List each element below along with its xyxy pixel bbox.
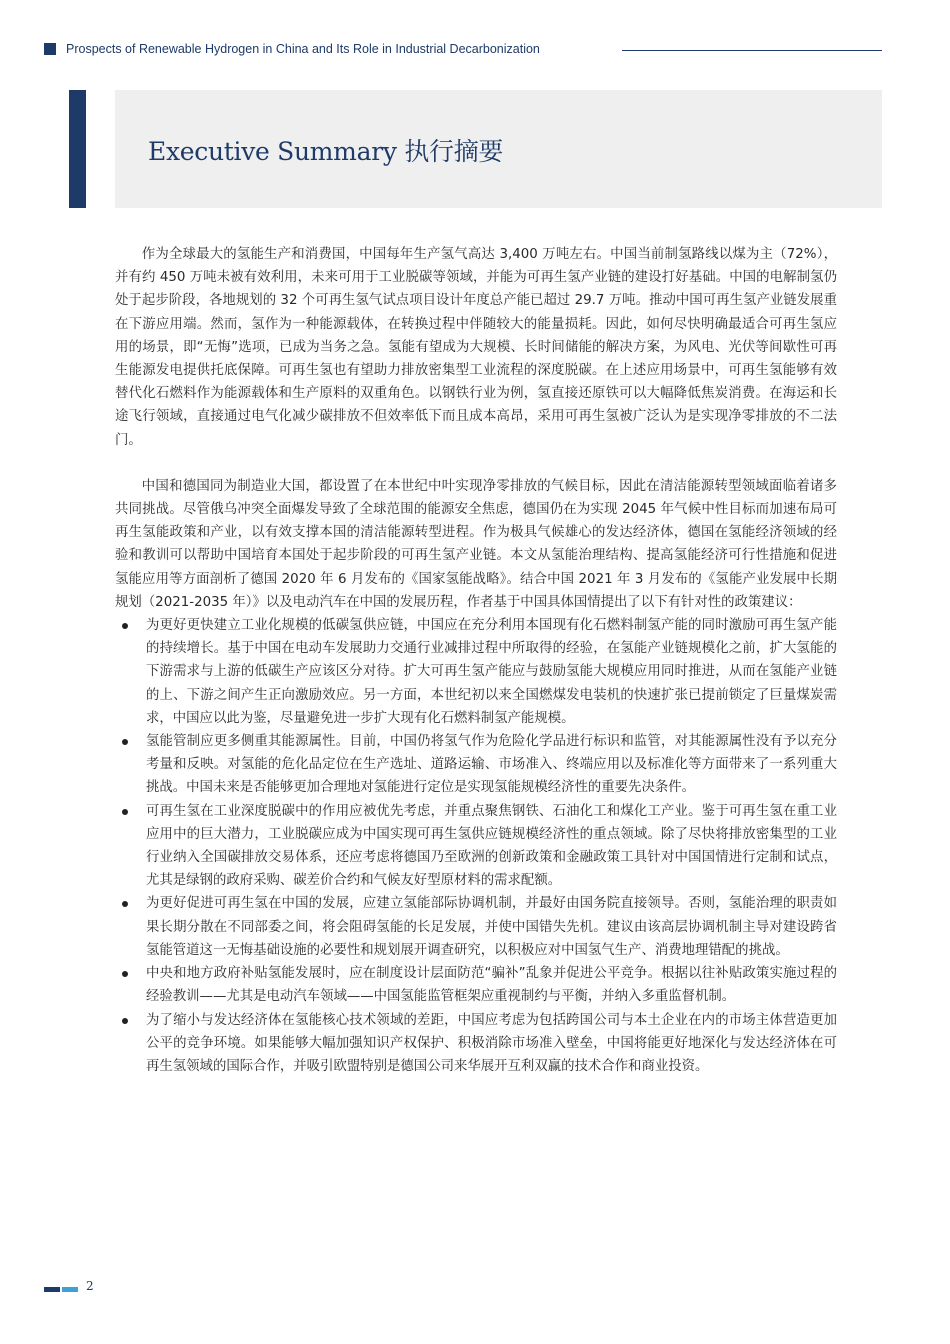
list-item-text: 为了缩小与发达经济体在氢能核心技术领域的差距，中国应考虑为包括跨国公司与本土企业在内的市场主体营造更加公平的竞争环境。如果能够大幅加强知识产权保护、积极消除市场准入壁垒，中国将能更好地深化与发达经济体在可再生氢领域的国际合作，并吸引欧盟特别是德国公司来华展开互利双赢的技术合作和商业投资。: [146, 1012, 837, 1074]
list-item: [115, 614, 837, 730]
list-item-text: 中央和地方政府补贴氢能发展时，应在制度设计层面防范“骗补”乱象并促进公平竞争。根据以往补贴政策实施过程的经验教训——尤其是电动汽车领域——中国氢能监管框架应重视制约与平衡，并纳入多重监督机制。: [146, 966, 837, 1005]
body-content: [115, 243, 837, 1078]
paragraph-intro: 作为全球最大的氢能生产和消费国，中国每年生产氢气高达 3,400 万吨左右。中国当前制氢路线以煤为主（72%），并有约 450 万吨未被有效利用，未来可用于工业脱碳等领域，并能为可再生氢产业链的建设打好基础。中国的电解制氢仍处于起步阶段，各地规划的 32 个可再生氢气试点项目设计年度总产能已超过 29.7 万吨。推动中国可再生氢产业链发展重在下游应用端。然而，氢作为一种能源载体，在转换过程中伴随较大的能量损耗。因此，如何尽快明确最适合可再生氢应用的场景，即“无悔”选项，已成为当务之急。氢能有望成为大规模、长时间储能的解决方案，为风电、光伏等间歇性可再生能源发电提供托底保障。可再生氢也有望助力排放密集型工业流程的深度脱碳。在上述应用场景中，可再生氢能够有效替代化石燃料作为能源载体和生产原料的双重角色。以钢铁行业为例，氢直接还原铁可以大幅降低焦炭消费。在海运和长途飞行领域，直接通过电气化减少碳排放不但效率低下而且成本高昂，采用可再生氢被广泛认为是实现净零排放的不二法门。: [115, 247, 837, 448]
list-item-text: 为更好更快建立工业化规模的低碳氢供应链，中国应在充分利用本国现有化石燃料制氢产能的同时激励可再生氢产能的持续增长。基于中国在电动车发展助力交通行业减排过程中所取得的经验，在氢能产业链规模化之前，扩大氢能的下游需求与上游的低碳生产应该区分对待。扩大可再生氢产能应与鼓励氢能大规模应用同时推进，从而在氢能产业链的上、下游之间产生正向激励效应。另一方面，本世纪初以来全国燃煤发电装机的快速扩张已提前锁定了巨量煤炭需求，中国应以此为鉴，尽量避免进一步扩大现有化石燃料制氢产能规模。: [146, 618, 837, 726]
list-item: [115, 800, 837, 893]
list-item: [115, 892, 837, 962]
list-item: [115, 730, 837, 800]
bullet-icon: [122, 901, 128, 907]
header-divider: [622, 50, 882, 51]
header-square-icon: [44, 43, 56, 55]
footer-bar-light: [62, 1287, 78, 1292]
section-title: Executive Summary 执行摘要: [148, 137, 504, 166]
bullet-icon: [122, 809, 128, 815]
page-number: 2: [86, 1279, 94, 1293]
list-item: [115, 962, 837, 1008]
section-title-box: [115, 90, 882, 208]
bullet-icon: [122, 971, 128, 977]
list-item-text: 可再生氢在工业深度脱碳中的作用应被优先考虑，并重点聚焦钢铁、石油化工和煤化工产业。鉴于可再生氢在重工业应用中的巨大潜力，工业脱碳应成为中国实现可再生氢供应链规模经济性的重点领域。除了尽快将排放密集型的工业行业纳入全国碳排放交易体系，还应考虑将德国乃至欧洲的创新政策和金融政策工具针对中国国情进行定制和试点，尤其是绿钢的政府采购、碳差价合约和气候友好型原材料的需求配额。: [146, 803, 837, 889]
bullet-icon: [122, 739, 128, 745]
list-item-text: 为更好促进可再生氢在中国的发展，应建立氢能部际协调机制，并最好由国务院直接领导。否则，氢能治理的职责如果长期分散在不同部委之间，将会阻碍氢能的长足发展，并使中国错失先机。建议由该高层协调机制主导对建设跨省氢能管道这一无悔基础设施的必要性和规划展开调查研究，以积极应对中国氢气生产、消费地理错配的挑战。: [146, 896, 837, 958]
paragraph-germany-china: 中国和德国同为制造业大国，都设置了在本世纪中叶实现净零排放的气候目标，因此在清洁能源转型领域面临着诸多共同挑战。尽管俄乌冲突全面爆发导致了全球范围的能源安全焦虑，德国仍在为实现 2045 年气候中性目标而加速布局可再生氢能政策和产业，以有效支撑本国的清洁能源转型进程。作为极具气候雄心的发达经济体，德国在氢能经济领域的经验和教训可以帮助中国培育本国处于起步阶段的可再生氢产业链。本文从氢能治理结构、提高氢能经济可行性措施和促进氢能应用等方面剖析了德国 2020 年 6 月发布的《国家氢能战略》。结合中国 2021 年 3 月发布的《氢能产业发展中长期规划（2021-2035 年）》以及电动汽车在中国的发展历程，作者基于中国具体国情提出了以下有针对性的政策建议：: [115, 478, 837, 610]
report-title: Prospects of Renewable Hydrogen in China and Its Role in Industrial Decarbonization: [66, 42, 540, 56]
bullet-icon: [122, 1018, 128, 1024]
footer-bar-dark: [44, 1287, 60, 1292]
section-accent-bar: [69, 90, 86, 208]
list-item-text: 氢能管制应更多侧重其能源属性。目前，中国仍将氢气作为危险化学品进行标识和监管，对其能源属性没有予以充分考量和反映。对氢能的危化品定位在生产选址、道路运输、市场准入、终端应用以及标准化等方面带来了一系列重大挑战。中国未来是否能够更加合理地对氢能进行定位是实现氢能规模经济性的重要先决条件。: [146, 734, 837, 796]
bullet-icon: [122, 623, 128, 629]
list-item: [115, 1009, 837, 1079]
recommendation-list: [115, 614, 837, 1078]
page-header: [44, 40, 882, 62]
